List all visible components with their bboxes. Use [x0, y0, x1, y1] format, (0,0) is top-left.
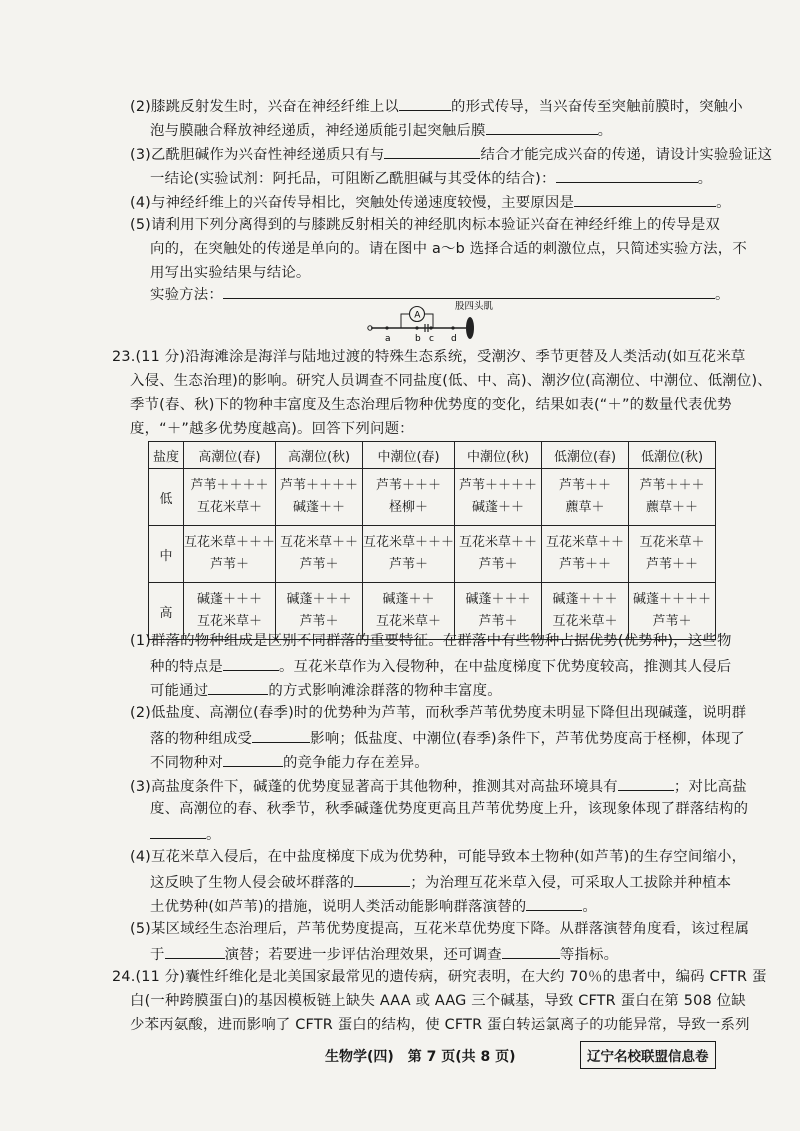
q22-part5-line2 [150, 240, 747, 258]
table-cell [455, 469, 542, 526]
text: 白(一种跨膜蛋白)的基因模板链上缺失 AAA 或 AAG 三个碱基，导致 CFTR 蛋白在第 508 位缺 [130, 993, 746, 1009]
table-cell [629, 526, 716, 583]
q23-part3-line2 [150, 800, 748, 818]
answer-blank[interactable] [486, 120, 598, 135]
species-entry: 芦苇＋ [299, 557, 339, 572]
point-c-dot [429, 326, 432, 329]
species-entry: 芦苇＋ [210, 557, 250, 572]
text: (2)膝跳反射发生时，兴奋在神经纤维上以 [130, 99, 400, 115]
text: 落的物种组成受 [150, 731, 253, 747]
text: 。 [714, 287, 730, 303]
species-dominance-table [148, 441, 716, 640]
text: 影响；低盐度、中潮位(春季)条件下，芦苇优势度高于柽柳，体现了 [310, 731, 745, 747]
muscle-label: 股四头肌 [455, 301, 494, 312]
species-entry: 碱蓬＋＋＋ [552, 592, 618, 607]
table-header-cell: 中潮位(秋) [455, 442, 542, 469]
answer-blank[interactable] [223, 752, 283, 767]
point-c-label: c [429, 334, 434, 344]
text: (5)请利用下列分离得到的与膝跳反射相关的神经肌肉标本验证兴奋在神经纤维上的传导是双 [130, 217, 721, 233]
q23-intro-line3 [130, 396, 732, 414]
text: 演替；若要进一步评估治理效果，还可调查 [224, 947, 502, 963]
text: (5)某区域经生态治理后，芦苇优势度提高，互花米草优势度下降。从群落演替角度看，该过程属 [130, 921, 750, 937]
table-cell [455, 583, 542, 640]
point-d-dot [451, 326, 454, 329]
q23-part3-line3 [150, 824, 221, 844]
answer-blank[interactable] [252, 728, 310, 743]
species-entry: 芦苇＋＋ [646, 557, 699, 572]
species-entry: 互花米草＋ [197, 614, 263, 629]
q22-part2-line1 [130, 96, 743, 116]
text: 的形式传导，当兴奋传至突触前膜时，突触小 [451, 99, 743, 115]
text: (2)低盐度、高潮位(春季)时的优势种为芦苇，而秋季芦苇优势度未明显下降但出现碱蓬，说明群 [130, 705, 747, 721]
text: 种的特点是 [150, 659, 223, 675]
text: 。 [206, 827, 221, 843]
q23-intro-line2 [130, 372, 772, 390]
muscle-shape [466, 317, 474, 339]
text: (4)与神经纤维上的兴奋传导相比，突触处传递速度较慢，主要原因是 [130, 195, 575, 211]
point-a-dot [385, 326, 388, 329]
text: 。互花米草作为入侵物种，在中盐度梯度下优势度较高，推测其人侵后 [278, 659, 732, 675]
text: 向的，在突触处的传递是单向的。请在图中 a～b 选择合适的刺激位点，只简述实验方法，不 [150, 241, 747, 257]
table-header-cell: 盐度 [149, 442, 184, 469]
species-entry: 芦苇＋ [652, 614, 692, 629]
species-entry: 芦苇＋ [478, 614, 518, 629]
text: 实验方法： [150, 287, 223, 303]
text: 。 [582, 899, 597, 915]
point-b-label: b [415, 334, 421, 344]
point-b-dot [415, 326, 418, 329]
table-header-cell: 中潮位(春) [363, 442, 455, 469]
text: 。 [697, 171, 713, 187]
species-entry: 芦苇＋ [478, 557, 518, 572]
text: 可能通过 [150, 683, 209, 699]
text: (3)高盐度条件下，碱蓬的优势度显著高于其他物种，推测其对高盐环境具有 [130, 779, 618, 795]
answer-blank[interactable] [208, 680, 268, 695]
table-row [149, 469, 716, 526]
answer-blank[interactable] [384, 144, 480, 159]
species-entry: 碱蓬＋＋ [472, 500, 525, 515]
species-entry: 碱蓬＋＋ [382, 592, 435, 607]
q23-part3-line1 [130, 776, 747, 796]
species-entry: 芦苇＋＋＋ [376, 478, 442, 493]
q23-part1-line2 [150, 656, 731, 676]
species-entry: 碱蓬＋＋ [293, 500, 346, 515]
species-entry: 互花米草＋＋ [280, 535, 359, 550]
nerve-muscle-diagram [365, 300, 505, 346]
q23-part4-line2 [150, 872, 731, 892]
q23-part2-line1 [130, 704, 746, 722]
meter-symbol: A [414, 310, 421, 321]
q22-part2-line2 [150, 120, 612, 140]
text: 这反映了生物人侵会破坏群落的 [150, 875, 355, 891]
species-entry: 芦苇＋＋＋＋ [280, 478, 359, 493]
text: 结合才能完成兴奋的传递，请设计实验验证这 [480, 147, 773, 163]
answer-blank[interactable] [556, 168, 698, 183]
text: 少苯丙氨酸，进而影响了 CFTR 蛋白的结构，使 CFTR 蛋白转运氯离子的功能异常，导致一系列 [130, 1017, 750, 1033]
text: 。 [597, 123, 613, 139]
table-header-cell: 低潮位(春) [542, 442, 629, 469]
point-a-label: a [385, 334, 391, 344]
text: 24.(11 分)囊性纤维化是北美国家最常见的遗传病，研究表明，在大约 70％的患者中，编码 CFTR 蛋 [112, 969, 767, 985]
q23-intro-line1 [112, 348, 745, 366]
q23-part2-line3 [150, 752, 429, 772]
q23-part1-line1 [130, 632, 732, 650]
answer-blank[interactable] [223, 284, 715, 299]
species-entry: 芦苇＋＋＋ [639, 478, 705, 493]
table-cell [184, 583, 276, 640]
species-entry: 芦苇＋＋＋＋ [459, 478, 538, 493]
table-cell [276, 583, 363, 640]
table-cell [363, 469, 455, 526]
page-footer-title: 生物学(四) 第 7 页(共 8 页) [325, 1049, 516, 1065]
q24-line2 [130, 992, 746, 1010]
meter-wire-left [401, 314, 409, 328]
text: 的方式影响滩涂群落的物种丰富度。 [268, 683, 502, 699]
table-cell [184, 526, 276, 583]
q22-part4 [130, 192, 731, 212]
table-row [149, 526, 716, 583]
brand-tag: 辽宁名校联盟信息卷 [580, 1041, 716, 1069]
q23-part5-line2 [150, 944, 618, 964]
q22-part3-line2 [150, 168, 712, 188]
answer-blank[interactable] [618, 776, 674, 791]
answer-blank[interactable] [399, 96, 451, 111]
species-entry: 互花米草＋＋ [546, 535, 625, 550]
species-entry: 互花米草＋ [376, 614, 442, 629]
text: (1)群落的物种组成是区别不同群落的重要特征。在群落中有些物种占据优势(优势种)，这些物 [130, 633, 732, 649]
species-entry: 芦苇＋＋＋＋ [190, 478, 269, 493]
answer-blank[interactable] [165, 944, 225, 959]
table-row [149, 583, 716, 640]
q24-line1 [112, 968, 767, 986]
text: 用写出实验结果与结论。 [150, 265, 311, 281]
text: (4)互花米草入侵后，在中盐度梯度下成为优势种，可能导致本土物种(如芦苇)的生存空间缩小， [130, 849, 747, 865]
q23-intro-line4 [130, 420, 414, 438]
text: ；对比高盐 [673, 779, 747, 795]
table-cell [363, 526, 455, 583]
species-entry: 藨草＋＋ [646, 500, 699, 515]
text: 的竞争能力存在差异。 [282, 755, 429, 771]
salinity-cell: 低 [149, 469, 184, 526]
text: 泡与膜融合释放神经递质，神经递质能引起突触后膜 [150, 123, 486, 139]
salinity-cell: 中 [149, 526, 184, 583]
table-cell [629, 469, 716, 526]
q22-part5-line1 [130, 216, 720, 234]
text: (3)乙酰胆碱作为兴奋性神经递质只有与 [130, 147, 385, 163]
text: 等指标。 [559, 947, 619, 963]
q23-part1-line3 [150, 680, 502, 700]
species-entry: 碱蓬＋＋＋ [197, 592, 263, 607]
species-entry: 互花米草＋ [197, 500, 263, 515]
species-entry: 芦苇＋＋ [559, 557, 612, 572]
q24-line3 [130, 1016, 750, 1034]
table-cell [184, 469, 276, 526]
text: 于 [150, 947, 165, 963]
answer-blank[interactable] [574, 192, 716, 207]
species-entry: 互花米草＋＋＋ [363, 535, 455, 550]
table-header-cell: 高潮位(秋) [276, 442, 363, 469]
answer-blank[interactable] [150, 824, 206, 839]
text: 土优势种(如芦苇)的措施，说明人类活动能影响群落演替的 [150, 899, 527, 915]
text: 度、高潮位的春、秋季节，秋季碱蓬优势度更高且芦苇优势度上升，该现象体现了群落结构的 [150, 801, 749, 817]
species-entry: 芦苇＋ [389, 557, 429, 572]
species-entry: 碱蓬＋＋＋ [286, 592, 352, 607]
q23-part4-line1 [130, 848, 746, 866]
table-cell [455, 526, 542, 583]
table-cell [542, 583, 629, 640]
species-entry: 芦苇＋＋ [559, 478, 612, 493]
q22-part3-line1 [130, 144, 772, 164]
text: 23.(11 分)沿海滩涂是海洋与陆地过渡的特殊生态系统，受潮汐、季节更替及人类活动(如互花米草 [112, 349, 746, 365]
text: ；为治理互花米草入侵，可采取人工拔除并种植本 [410, 875, 732, 891]
meter-wire-right [425, 314, 433, 328]
q23-part4-line3 [150, 896, 597, 916]
table-cell [363, 583, 455, 640]
text: 度，“＋”越多优势度越高)。回答下列问题： [130, 421, 414, 437]
q22-part5-line3 [150, 264, 311, 282]
table-cell [276, 526, 363, 583]
text: 不同物种对 [150, 755, 223, 771]
q23-part2-line2 [150, 728, 745, 748]
table-header-row [149, 442, 716, 469]
table-header-cell: 高潮位(春) [184, 442, 276, 469]
text: 。 [716, 195, 731, 211]
species-entry: 芦苇＋ [299, 614, 339, 629]
species-entry: 藨草＋ [565, 500, 605, 515]
text: 季节(春、秋)下的物种丰富度及生态治理后物种优势度的变化，结果如表(“＋”的数量代表优势 [130, 397, 732, 413]
answer-blank[interactable] [526, 896, 582, 911]
table-cell [629, 583, 716, 640]
q23-part5-line1 [130, 920, 749, 938]
species-entry: 柽柳＋ [389, 500, 429, 515]
species-entry: 互花米草＋ [552, 614, 618, 629]
table-header-cell: 低潮位(秋) [629, 442, 716, 469]
table-cell [276, 469, 363, 526]
species-entry: 互花米草＋＋ [459, 535, 538, 550]
text: 入侵、生态治理)的影响。研究人员调查不同盐度(低、中、高)、潮汐位(高潮位、中潮位、低潮位)、 [130, 373, 772, 389]
species-entry: 碱蓬＋＋＋ [465, 592, 531, 607]
species-entry: 互花米草＋ [639, 535, 705, 550]
table-cell [542, 469, 629, 526]
species-entry: 碱蓬＋＋＋＋ [633, 592, 712, 607]
salinity-cell: 高 [149, 583, 184, 640]
table-cell [542, 526, 629, 583]
answer-blank[interactable] [223, 656, 279, 671]
answer-blank[interactable] [502, 944, 560, 959]
answer-blank[interactable] [354, 872, 410, 887]
species-entry: 互花米草＋＋＋ [184, 535, 276, 550]
text: 一结论(实验试剂：阿托品，可阻断乙酰胆碱与其受体的结合)： [150, 171, 556, 187]
point-d-label: d [451, 334, 457, 344]
